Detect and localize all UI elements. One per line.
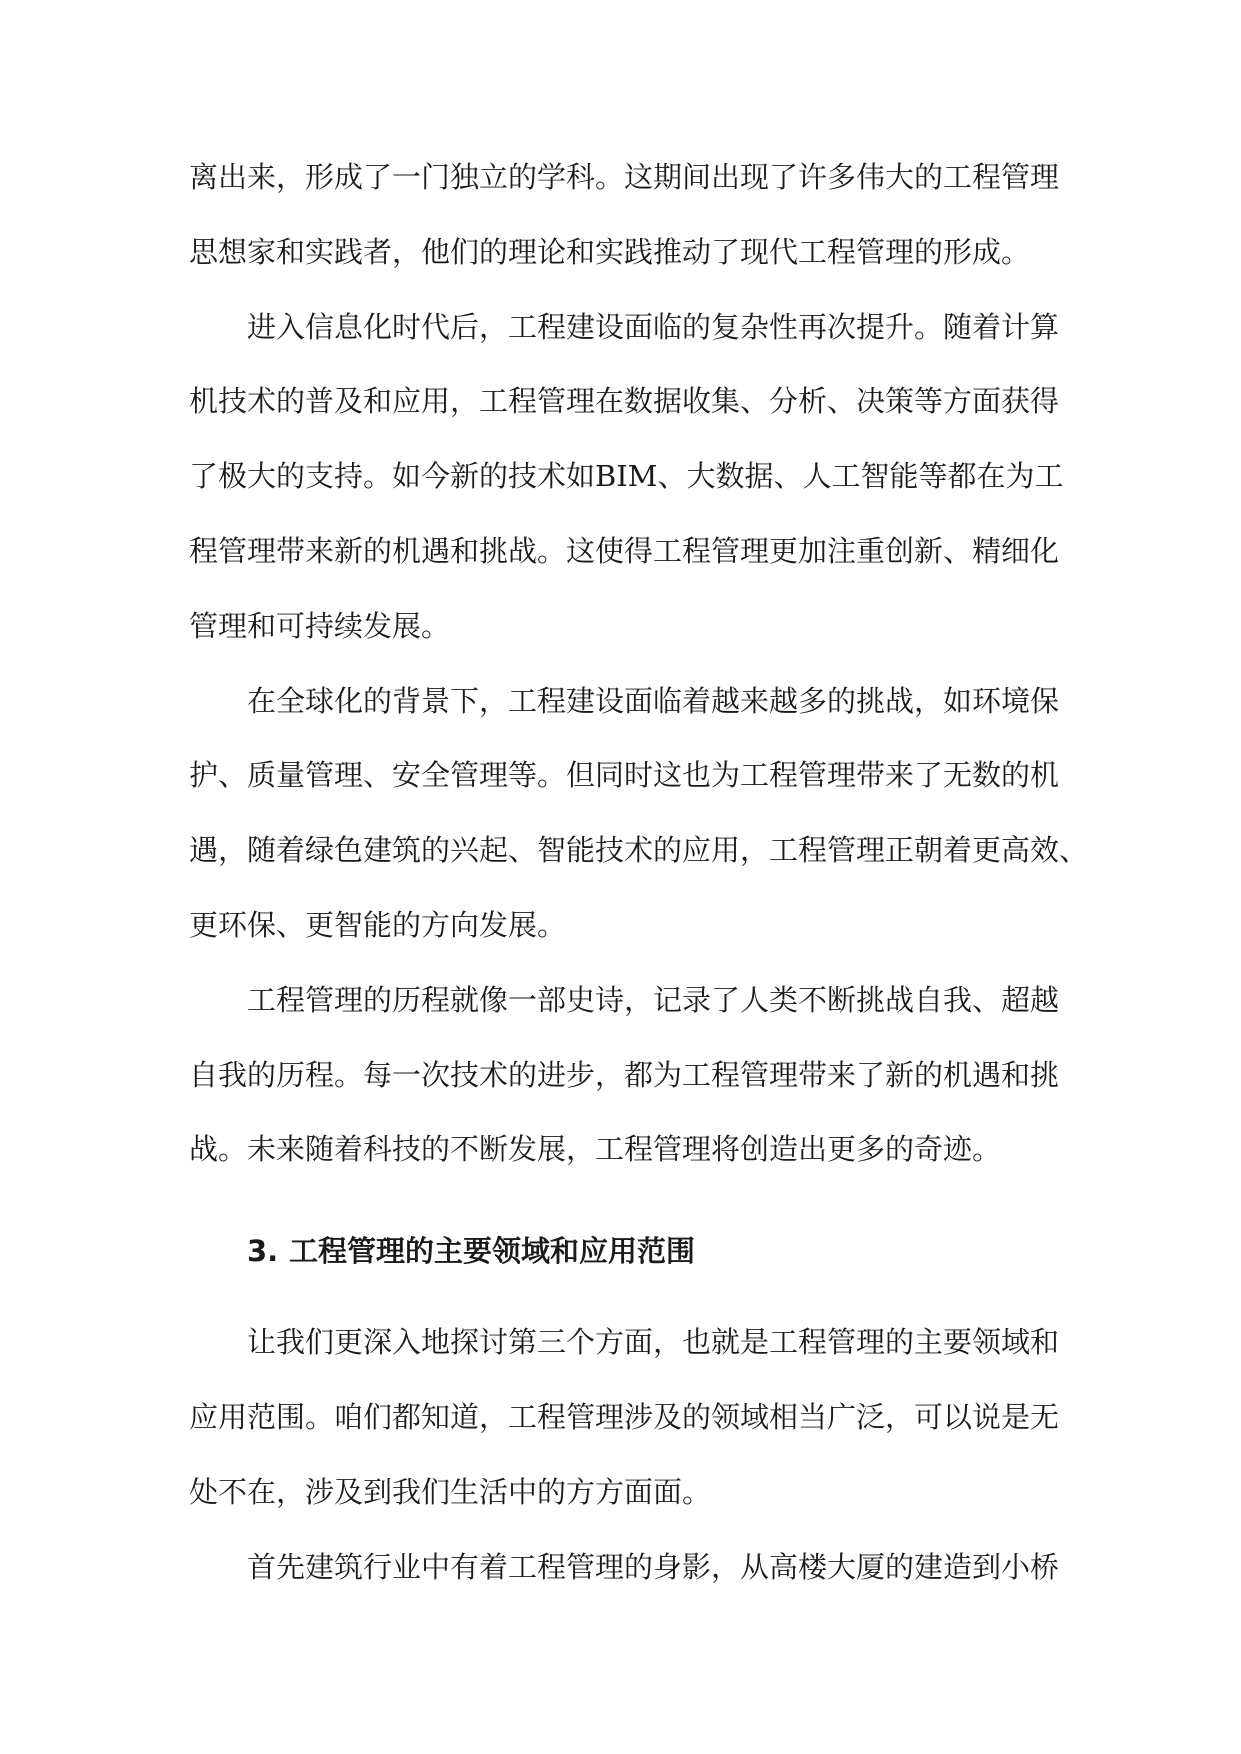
paragraph xyxy=(189,664,1089,963)
text-line: 程管理带来新的机遇和挑战。这使得工程管理更加注重创新、精细化 xyxy=(189,533,1060,568)
text-line: 了极大的支持。如今新的技术如BIM、大数据、人工智能等都在为工 xyxy=(189,459,1064,494)
text-line: 思想家和实践者，他们的理论和实践推动了现代工程管理的形成。 xyxy=(189,234,1031,269)
paragraph xyxy=(189,140,1059,290)
text-line: 离出来，形成了一门独立的学科。这期间出现了许多伟大的工程管理 xyxy=(189,160,1060,194)
text-line: 管理和可持续发展。 xyxy=(189,608,451,643)
text-line: 护、质量管理、安全管理等。但同时这也为工程管理带来了无数的机 xyxy=(189,758,1060,793)
text-line: 处不在，涉及到我们生活中的方方面面。 xyxy=(189,1474,712,1509)
paragraph xyxy=(189,963,1059,1187)
section-heading xyxy=(189,1197,1059,1305)
page-content xyxy=(189,140,1089,1604)
text-line: 在全球化的背景下，工程建设面临着越来越多的挑战，如环境保 xyxy=(247,683,1060,718)
paragraph xyxy=(189,1305,1059,1529)
text-line: 更环保、更智能的方向发展。 xyxy=(189,907,567,942)
text-line: 首先建筑行业中有着工程管理的身影，从高楼大厦的建造到小桥 xyxy=(247,1549,1060,1584)
section-number: 3. xyxy=(247,1234,279,1269)
text-line: 机技术的普及和应用，工程管理在数据收集、分析、决策等方面获得 xyxy=(189,384,1060,419)
text-line: 应用范围。咱们都知道，工程管理涉及的领域相当广泛，可以说是无 xyxy=(189,1399,1060,1434)
text-line: 让我们更深入地探讨第三个方面，也就是工程管理的主要领域和 xyxy=(247,1325,1060,1360)
paragraph xyxy=(189,290,1064,664)
paragraph xyxy=(189,1530,1059,1605)
text-line: 进入信息化时代后，工程建设面临的复杂性再次提升。随着计算 xyxy=(247,309,1060,344)
text-line: 工程管理的历程就像一部史诗，记录了人类不断挑战自我、超越 xyxy=(247,982,1060,1017)
text-line: 遇，随着绿色建筑的兴起、智能技术的应用，工程管理正朝着更高效、 xyxy=(189,833,1089,868)
text-line: 战。未来随着科技的不断发展，工程管理将创造出更多的奇迹。 xyxy=(189,1132,1002,1167)
text-line: 自我的历程。每一次技术的进步，都为工程管理带来了新的机遇和挑 xyxy=(189,1057,1060,1092)
section-title: 工程管理的主要领域和应用范围 xyxy=(289,1234,696,1269)
